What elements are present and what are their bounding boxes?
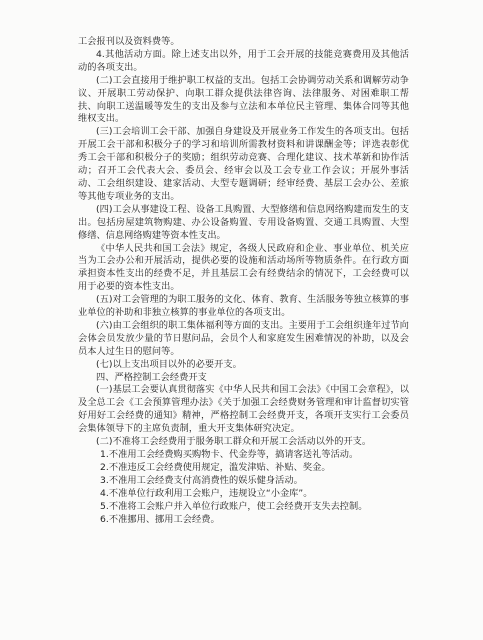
paragraph-union-law: 《中华人民共和国工会法》规定，各级人民政府和企业、事业单位、机关应当为工会办公和开展活动，提供必要的设施和活动场所等物质条件。在行政方面承担资本性支出的经费不足，并且基层工会有经费结余的情况下，工会经费可以用于必要的资本性支出。 bbox=[78, 242, 409, 293]
paragraph-section-6-welfare: (六)由工会组织的职工集体福利等方面的支出。主要用于工会组织逢年过节向会体会员发放少量的节日慰问品，会员个人和家庭发生困难情况的补助，以及会员本人过生日的慰问等。 bbox=[78, 319, 409, 357]
list-item-3: 3.不准用工会经费支付高消费性的娱乐健身活动。 bbox=[100, 474, 303, 486]
list-item-2: 2.不准违反工会经费使用规定，滥发津贴、补贴、奖金。 bbox=[100, 461, 331, 473]
paragraph-section-5-subsidy: (五)对工会管理的为职工服务的文化、体育、教育、生活服务等独立核算的事业单位的补助和非独立核算的事业单位的各项支出。 bbox=[78, 294, 409, 319]
list-item-5: 5.不准将工会账户并入单位行政账户，使工会经费开支失去控制。 bbox=[100, 500, 368, 512]
paragraph-section-7-other: (七)以上支出项目以外的必要开支。 bbox=[96, 358, 242, 370]
paragraph-control-1: (一)基层工会要认真贯彻落实《中华人民共和国工会法》《中国工会章程》，以及全总工会《工会预算管理办法》《关于加强工会经费财务管理和审计监督切实管好用好工会经费的通知》精神，严格控制工会经费开支，各项开支实行工会委员会集体领导下的主席负责制，重大开支集体研究决定。 bbox=[78, 384, 409, 435]
paragraph-section-4-construction: (四)工会从事建设工程、设备工具购置、大型修缮和信息网络购建而发生的支出。包括房屋建筑物购建、办公设备购置、专用设备购置、交通工具购置、大型修缮、信息网络购建等资本性支出。 bbox=[78, 203, 409, 241]
paragraph-control-2: (二)不准将工会经费用于服务职工群众和开展工会活动以外的开支。 bbox=[96, 436, 372, 448]
paragraph-continuation: 工会报刊以及资料费等。 bbox=[78, 36, 180, 47]
paragraph-section-2-rights: (二)工会直接用于维护职工权益的支出。包括工会协调劳动关系和调解劳动争议、开展职工劳动保护、向职工群众提供法律咨询、法律服务、对困难职工帮扶、向职工送温暖等发生的支出及参与立法和本单位民主管理、集体合同等其他维权支出。 bbox=[78, 74, 409, 125]
paragraph-other-activities: 4.其他活动方面。除上述支出以外，用于工会开展的技能竞赛费用及其他活动的各项支出。 bbox=[78, 48, 409, 73]
section-heading-4: 四、严格控制工会经费开支 bbox=[96, 371, 207, 383]
list-item-1: 1.不准用工会经费购买购物卡、代金券等，搞请客送礼等活动。 bbox=[100, 449, 359, 460]
list-item-4: 4.不准单位行政利用工会账户，违规设立“小金库”。 bbox=[100, 487, 313, 499]
list-item-6: 6.不准挪用、挪用工会经费。 bbox=[100, 513, 220, 525]
paragraph-section-3-training: (三)工会培训工会干部、加强自身建设及开展业务工作发生的各项支出。包括开展工会干部和积极分子的学习和培训所需教材资料和讲课酬金等；评选表彰优秀工会干部和积极分子的奖励；组织劳动竞赛、合理化建议、技术革新和协作活动；召开工会代表大会、委员会、经审会以及工会专业工作会议；开展外事活动、工会组织建设、建家活动、大型专题调研；经审经费、基层工会办公、差旅等其他专项业务的支出。 bbox=[78, 126, 409, 202]
